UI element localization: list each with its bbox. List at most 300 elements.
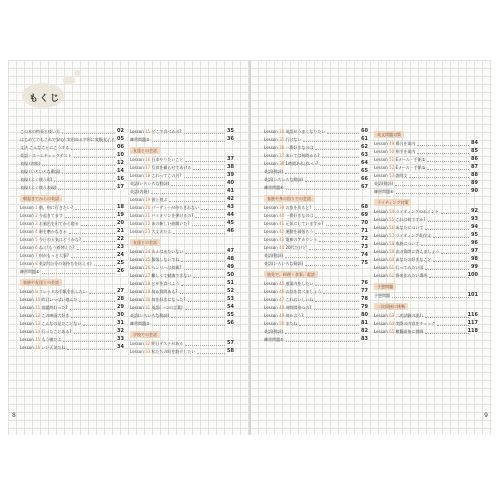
toc-page-number: 41 [227, 188, 234, 194]
toc-section-heading [374, 300, 478, 312]
toc-page-number: 39 [227, 172, 234, 178]
dotted-leader [305, 265, 359, 266]
toc-entry-label [130, 306, 183, 310]
dotted-leader [286, 341, 359, 342]
lesson-number: 16 [145, 157, 151, 162]
lesson-word: Lesson [20, 345, 34, 350]
toc-entry[interactable] [264, 144, 368, 152]
toc-entry-title: パーティーが待ちきれない [151, 205, 200, 210]
toc-entry-label [374, 274, 427, 278]
lesson-word: Lesson [264, 161, 278, 166]
toc-page-number: 90 [471, 188, 478, 194]
toc-entry[interactable] [264, 176, 368, 184]
toc-entry[interactable] [264, 252, 368, 260]
toc-entry[interactable] [130, 196, 234, 204]
toc-entry[interactable] [20, 152, 124, 160]
toc-page-number: 42 [227, 196, 234, 202]
toc-entry[interactable] [264, 328, 368, 336]
dotted-leader [427, 169, 469, 170]
toc-entry-title: 実際の内容をチェック [395, 321, 436, 326]
toc-entry-label [20, 270, 40, 274]
toc-entry-title: この本の特長と使い方 [20, 129, 60, 134]
toc-entry[interactable] [20, 212, 124, 220]
toc-page-number: 17 [117, 184, 124, 190]
lesson-word: Lesson [20, 313, 34, 318]
toc-entry[interactable] [374, 156, 478, 164]
toc-entry-title: はじめてでもこれで安心! 実用ゆる字形に変換ガイド [20, 137, 115, 142]
dotted-leader [285, 257, 359, 258]
toc-entry[interactable] [374, 140, 478, 148]
toc-entry[interactable] [130, 228, 234, 236]
toc-entry-label [264, 314, 304, 318]
dotted-leader [69, 233, 115, 234]
toc-entry-title: 英語・ホームチェックテスト [20, 153, 72, 158]
toc-entry[interactable] [374, 248, 478, 256]
toc-entry[interactable] [130, 340, 234, 348]
toc-entry-title: あなたについて [395, 225, 424, 230]
toc-entry[interactable] [264, 296, 368, 304]
toc-entry-label [130, 222, 190, 226]
dotted-leader [185, 345, 225, 346]
toc-entry-label [20, 162, 40, 166]
toc-entry[interactable] [20, 176, 124, 184]
toc-entry[interactable] [264, 184, 368, 192]
toc-section-heading [130, 236, 234, 248]
toc-entry[interactable] [20, 136, 124, 144]
toc-entry[interactable] [20, 244, 124, 252]
toc-entry[interactable] [130, 288, 234, 296]
lesson-number: 36 [279, 145, 285, 150]
lesson-number: 49 [389, 141, 395, 146]
toc-entry-title: Eメール・手紙② [395, 165, 426, 170]
toc-entry[interactable] [20, 344, 124, 352]
toc-entry-title: 表現 (いろいろな動詞) [20, 169, 61, 174]
toc-page-number: 68 [361, 204, 368, 210]
toc-page-number: 61 [361, 136, 368, 142]
toc-entry-label [374, 330, 423, 334]
toc-entry-label [374, 266, 423, 270]
toc-entry[interactable] [264, 128, 368, 136]
dotted-leader [303, 141, 359, 142]
toc-entry[interactable] [130, 156, 234, 164]
toc-page-number: 45 [227, 220, 234, 226]
toc-entry-label [20, 330, 72, 334]
lesson-number: 61 [389, 265, 395, 270]
section-heading-label: 旅先で、料理・食事、電話 [264, 271, 318, 278]
lesson-word: Lesson [374, 249, 388, 254]
toc-entry[interactable] [264, 288, 368, 296]
toc-entry-label [130, 198, 167, 202]
lesson-word: Lesson [130, 197, 144, 202]
toc-entry[interactable] [130, 348, 234, 356]
lesson-word: Lesson [374, 233, 388, 238]
toc-entry-title: 英語(動詞) [264, 169, 284, 174]
toc-page-number: 99 [471, 264, 478, 270]
toc-entry-label [20, 186, 56, 190]
dotted-leader [441, 213, 469, 214]
lesson-number: 53 [389, 173, 395, 178]
dotted-leader [71, 317, 115, 318]
toc-page-number: 55 [227, 312, 234, 318]
toc-entry-title: この映画大好き [41, 313, 70, 318]
toc-page-number: 06 [117, 144, 124, 150]
page-number-right: 9 [484, 412, 488, 419]
toc-entry[interactable] [20, 220, 124, 228]
toc-page-number: 48 [227, 256, 234, 262]
toc-entry-title: 英語(動詞) [264, 253, 284, 258]
toc-entry-label [264, 178, 303, 182]
toc-entry-label [374, 150, 415, 154]
toc-entry-label [20, 338, 61, 342]
lesson-number: 48 [279, 305, 285, 310]
toc-entry-title: 練習問題④ [264, 185, 284, 190]
dotted-leader [180, 293, 225, 294]
toc-entry[interactable] [130, 212, 234, 220]
lesson-word: Lesson [130, 213, 144, 218]
dotted-leader [62, 173, 115, 174]
toc-entry-label [130, 214, 193, 218]
dotted-leader [429, 277, 469, 278]
toc-page-number: 70 [361, 220, 368, 226]
toc-entry[interactable] [264, 160, 368, 168]
toc-entry-label [20, 146, 69, 150]
toc-entry-title: これおいしいね [285, 297, 314, 302]
toc-page-number: 54 [227, 304, 234, 310]
dotted-leader [417, 153, 469, 154]
toc-entry[interactable] [130, 172, 234, 180]
toc-page-number: 49 [227, 264, 234, 270]
toc-entry[interactable] [130, 248, 234, 256]
lesson-number: 15 [145, 129, 151, 134]
toc-page-number: 44 [227, 212, 234, 218]
lesson-word: Lesson [264, 305, 278, 310]
lesson-number: 24 [145, 249, 151, 254]
lesson-number: 26 [145, 265, 151, 270]
toc-entry[interactable] [130, 312, 234, 320]
toc-section-heading [374, 128, 478, 140]
toc-entry-title: 大丈夫だよ [151, 229, 172, 234]
toc-entry-title: 英語(いろいろな動詞) [264, 261, 304, 266]
lesson-word: Lesson [130, 305, 144, 310]
toc-page-number: 85 [471, 148, 478, 154]
toc-page-number: 65 [361, 168, 368, 174]
lesson-word: Lesson [264, 213, 278, 218]
toc-entry[interactable] [20, 336, 124, 344]
dotted-leader [193, 277, 225, 278]
lesson-number: 35 [279, 137, 285, 142]
dotted-leader [433, 237, 469, 238]
toc-entry[interactable] [374, 292, 478, 300]
cloud-bubble-decoration-small [74, 70, 81, 76]
toc-entry-label [264, 138, 301, 142]
dotted-leader [314, 209, 359, 210]
toc-entry[interactable] [374, 312, 478, 320]
toc-entry[interactable] [130, 164, 234, 172]
lesson-number: 60 [389, 257, 395, 262]
toc-entry[interactable] [374, 240, 478, 248]
toc-entry-title: 家族について [395, 241, 420, 246]
lesson-number: 28 [145, 281, 151, 286]
toc-entry-title: 練習問題② [130, 137, 150, 142]
dotted-leader [54, 181, 115, 182]
toc-entry[interactable] [264, 136, 368, 144]
lesson-number: 64 [389, 321, 395, 326]
toc-entry-label [264, 146, 313, 150]
toc-page-number: 96 [471, 240, 478, 246]
lesson-word: Lesson [374, 149, 388, 154]
dotted-leader [425, 317, 469, 318]
toc-entry[interactable] [374, 180, 478, 188]
right-page [250, 60, 492, 435]
lesson-word: Lesson [374, 209, 388, 214]
toc-entry[interactable] [20, 184, 124, 192]
toc-entry[interactable] [374, 256, 478, 264]
toc-entry[interactable] [374, 224, 478, 232]
dotted-leader [65, 217, 115, 218]
toc-entry[interactable] [20, 228, 124, 236]
toc-entry-title: 元気にしていますか? [285, 221, 324, 226]
toc-page-number: 10 [117, 152, 124, 158]
toc-entry[interactable] [264, 236, 368, 244]
toc-entry[interactable] [264, 280, 368, 288]
lesson-number: 56 [389, 225, 395, 230]
toc-entry-label [130, 158, 183, 162]
lesson-word: Lesson [20, 229, 34, 234]
toc-entry[interactable] [130, 128, 234, 136]
dotted-leader [323, 293, 359, 294]
toc-page-number: 98 [471, 256, 478, 262]
toc-page-number: 43 [227, 204, 234, 210]
lesson-word: Lesson [264, 245, 278, 250]
toc-entry[interactable] [20, 268, 124, 276]
toc-entry-title: こんなの見たことない [41, 321, 82, 326]
lesson-word: Lesson [374, 273, 388, 278]
toc-entry-title: 模擬面接に挑戦 [395, 329, 424, 334]
lesson-word: Lesson [264, 221, 278, 226]
toc-page-number: 37 [227, 156, 234, 162]
dotted-leader [89, 293, 115, 294]
toc-entry-title: お風呂を出てから寝る [38, 221, 79, 226]
toc-entry[interactable] [20, 328, 124, 336]
toc-entry[interactable] [374, 272, 478, 280]
toc-entry-label [264, 306, 312, 310]
toc-entry-label [20, 322, 81, 326]
dotted-leader [433, 261, 469, 262]
lesson-number: 12 [35, 313, 41, 318]
toc-page-number: 47 [227, 248, 234, 254]
lesson-word: Lesson [264, 205, 278, 210]
toc-entry-title: 練習問題③ [130, 321, 150, 326]
toc-page-number: 27 [117, 288, 124, 294]
toc-entry-title: 相手を案内 [395, 149, 416, 154]
lesson-word: Lesson [20, 261, 34, 266]
toc-column-3 [264, 128, 368, 344]
toc-page-number: 25 [117, 260, 124, 266]
toc-entry-title: 難しくて勉強できない [151, 273, 192, 278]
toc-entry[interactable] [20, 160, 124, 168]
toc-entry[interactable] [130, 204, 234, 212]
dotted-leader [421, 245, 469, 246]
toc-entry[interactable] [374, 164, 478, 172]
lesson-number: 43 [279, 237, 285, 242]
toc-entry[interactable] [264, 212, 368, 220]
toc-entry[interactable] [264, 204, 368, 212]
lesson-number: 13 [35, 321, 41, 326]
toc-entry[interactable] [130, 280, 234, 288]
toc-entry-label [20, 222, 79, 226]
toc-entry[interactable] [374, 232, 478, 240]
toc-entry-label [130, 138, 150, 142]
toc-entry[interactable] [264, 320, 368, 328]
lesson-number: 1 [35, 205, 38, 210]
toc-entry-title: またね [285, 321, 298, 326]
toc-entry[interactable] [20, 236, 124, 244]
toc-entry[interactable] [264, 260, 368, 268]
toc-entry[interactable] [20, 260, 124, 268]
toc-page-number: 97 [471, 248, 478, 254]
toc-page-number: 18 [117, 204, 124, 210]
toc-page-number: 05 [117, 136, 124, 142]
toc-entry[interactable] [20, 128, 124, 136]
toc-entry[interactable] [264, 152, 368, 160]
toc-page-number: 75 [361, 260, 368, 266]
toc-entry[interactable] [264, 228, 368, 236]
dotted-leader [417, 145, 469, 146]
lesson-word: Lesson [130, 257, 144, 262]
toc-entry-title: 道案内をしたい [285, 281, 314, 286]
toc-entry[interactable] [374, 264, 478, 272]
lesson-number: 33 [145, 349, 151, 354]
lesson-number: 18 [145, 173, 151, 178]
dotted-leader [193, 169, 225, 170]
toc-entry[interactable] [264, 244, 368, 252]
toc-page-number: 32 [117, 328, 124, 334]
dotted-leader [185, 253, 225, 254]
toc-entry-label [264, 290, 321, 294]
toc-entry-title: 緊張しないでね [151, 257, 180, 262]
toc-entry[interactable] [374, 148, 478, 156]
toc-entry[interactable] [130, 220, 234, 228]
lesson-number: 8 [35, 261, 38, 266]
page-number-left: 8 [12, 412, 16, 419]
toc-entry[interactable] [264, 336, 368, 344]
toc-entry[interactable] [374, 172, 478, 180]
toc-entry-label [130, 322, 150, 326]
toc-entry[interactable] [20, 312, 124, 320]
toc-entry-title: バイオリンを弾けるの? [151, 213, 194, 218]
dotted-leader [286, 189, 359, 190]
toc-entry[interactable] [374, 328, 478, 336]
toc-entry[interactable] [264, 304, 368, 312]
dotted-leader [71, 257, 115, 258]
toc-page-number: 87 [471, 164, 478, 170]
lesson-number: 45 [279, 281, 285, 286]
toc-page-number: 33 [117, 336, 124, 342]
toc-page-number: 52 [227, 288, 234, 294]
dotted-leader [42, 165, 115, 166]
toc-entry[interactable] [130, 180, 234, 188]
toc-page-number: 23 [117, 244, 124, 250]
toc-entry-label [264, 170, 283, 174]
lesson-word: Lesson [374, 157, 388, 162]
toc-page-number: 34 [117, 344, 124, 350]
dotted-leader [184, 133, 225, 134]
lesson-number: 50 [279, 321, 285, 326]
dotted-leader [427, 161, 469, 162]
lesson-word: Lesson [264, 129, 278, 134]
lesson-number: 58 [389, 241, 395, 246]
toc-entry-label [20, 154, 72, 158]
toc-entry[interactable] [20, 144, 124, 152]
toc-entry[interactable] [130, 188, 234, 196]
lesson-word: Lesson [130, 289, 144, 294]
dotted-leader [322, 157, 359, 158]
toc-entry[interactable] [130, 136, 234, 144]
book-spread [8, 60, 492, 435]
toc-page-number: 92 [471, 208, 478, 214]
toc-entry[interactable] [20, 288, 124, 296]
toc-entry[interactable] [374, 188, 478, 196]
dotted-leader [70, 309, 115, 310]
page-fold [249, 60, 251, 435]
lesson-word: Lesson [374, 321, 388, 326]
toc-entry[interactable] [130, 304, 234, 312]
toc-entry[interactable] [20, 296, 124, 304]
toc-page-number: 51 [227, 280, 234, 286]
toc-entry[interactable] [264, 312, 368, 320]
lesson-number: 6 [35, 245, 38, 250]
toc-entry-label [374, 242, 419, 246]
toc-entry[interactable] [264, 220, 368, 228]
toc-entry[interactable] [130, 272, 234, 280]
toc-page-number: 89 [471, 180, 478, 186]
toc-column-2 [130, 128, 234, 356]
lesson-number: 51 [389, 157, 395, 162]
toc-entry[interactable] [264, 168, 368, 176]
toc-entry[interactable] [374, 208, 478, 216]
toc-entry-label [264, 130, 325, 134]
toc-entry[interactable] [20, 168, 124, 176]
toc-entry-label [374, 158, 425, 162]
toc-entry[interactable] [130, 256, 234, 264]
dotted-leader [197, 353, 225, 354]
toc-entry-title: 何を好きになった? [151, 297, 186, 302]
lesson-number: 27 [145, 273, 151, 278]
toc-entry[interactable] [20, 204, 124, 212]
toc-entry[interactable] [20, 304, 124, 312]
toc-entry-label [20, 298, 77, 302]
toc-entry-label [264, 154, 320, 158]
lesson-word: Lesson [374, 141, 388, 146]
toc-entry-title: 20代だけど [285, 245, 307, 250]
toc-entry-title: ライティング英作文 [395, 233, 431, 238]
toc-entry[interactable] [20, 252, 124, 260]
toc-entry[interactable] [374, 216, 478, 224]
lesson-word: Lesson [20, 237, 34, 242]
lesson-word: Lesson [20, 337, 34, 342]
toc-entry[interactable] [374, 320, 478, 328]
section-heading-label: 二次面接に挑戦 [374, 303, 408, 310]
lesson-word: Lesson [264, 289, 278, 294]
toc-entry[interactable] [130, 296, 234, 304]
toc-section-heading [264, 192, 368, 204]
dotted-leader [75, 209, 115, 210]
toc-entry[interactable] [130, 264, 234, 272]
toc-entry-label [264, 322, 297, 326]
toc-entry-label [20, 206, 73, 210]
toc-entry[interactable] [20, 320, 124, 328]
toc-entry[interactable] [130, 320, 234, 328]
